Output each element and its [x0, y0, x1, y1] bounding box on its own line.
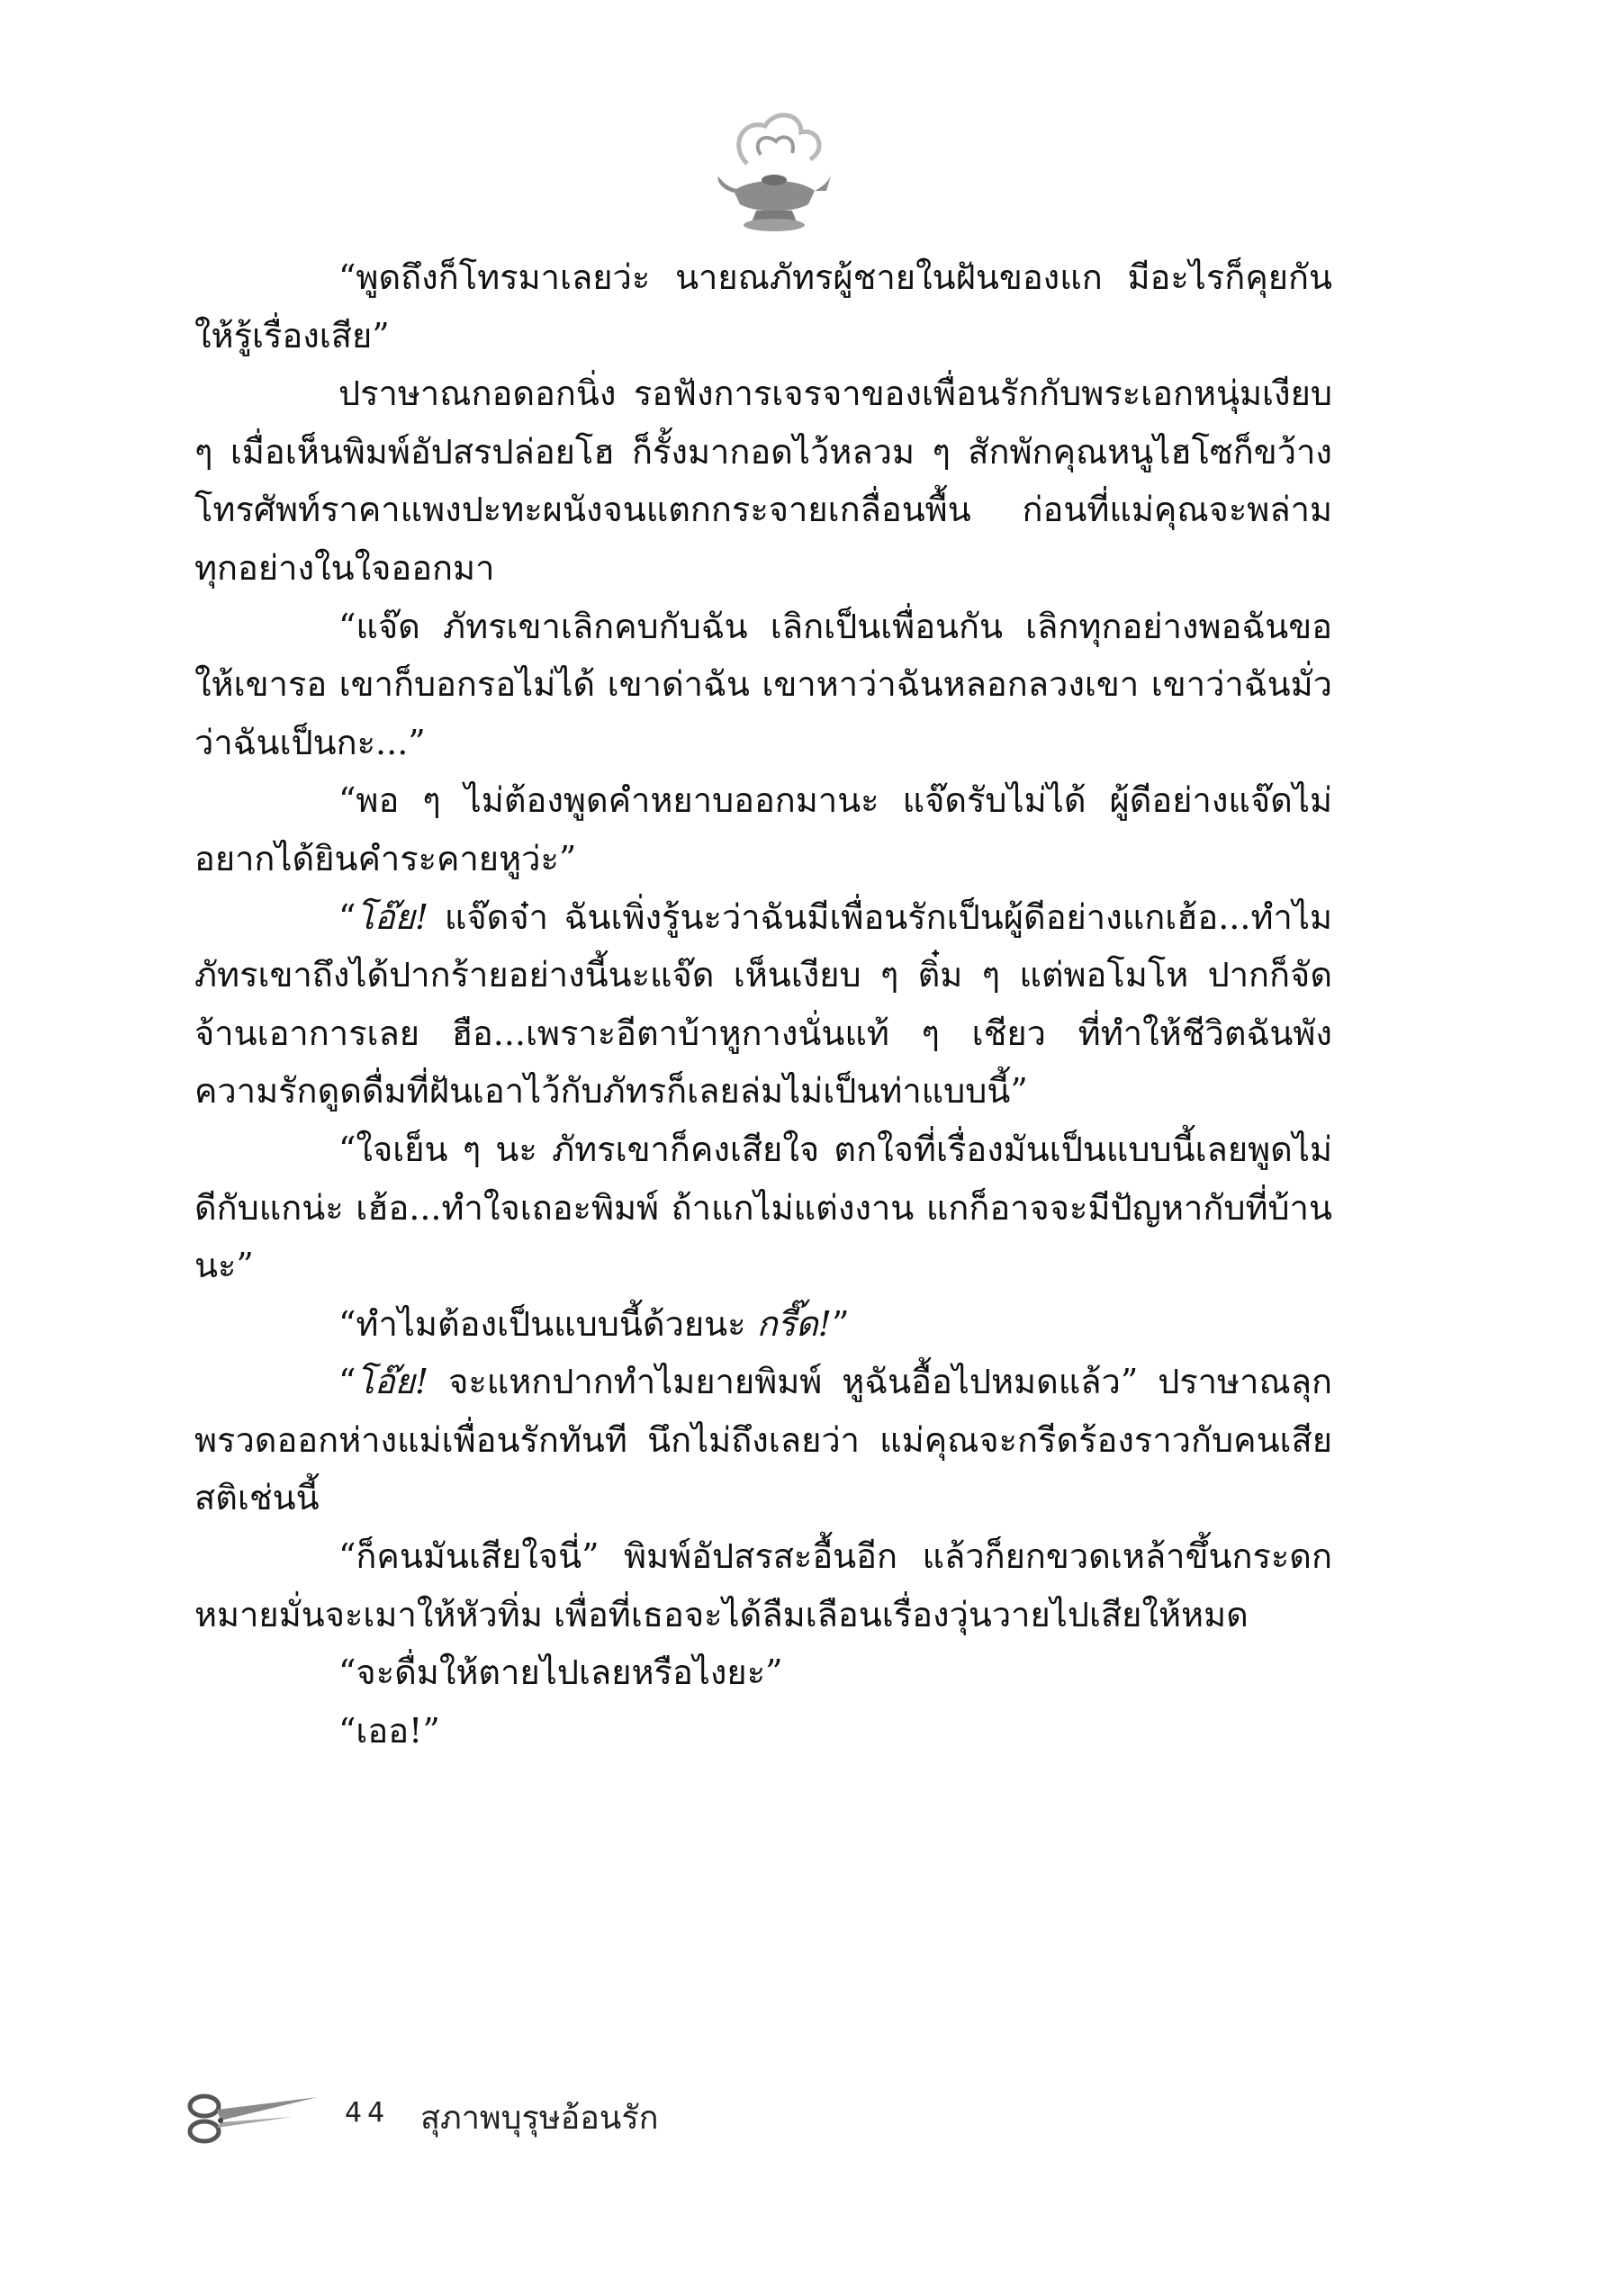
paragraph [194, 365, 1332, 597]
paragraph [194, 1527, 1332, 1643]
text-segment: “ใจเย็น ๆ นะ ภัทรเขาก็คงเสียใจ ตกใจที่เรื่องมันเป็นแบบนี้เลยพูดไม่ดีกับแกน่ะ เฮ้อ...ทำใจเถอะพิมพ์ ถ้าแกไม่แต่งงาน แกก็อาจจะมีปัญหากับที่บ้านนะ” [194, 1129, 1332, 1286]
text-segment: “แจ๊ด ภัทรเขาเลิกคบกับฉัน เลิกเป็นเพื่อนกัน เลิกทุกอย่างพอฉันขอให้เขารอ เขาก็บอกรอไม่ได้ เขาด่าฉัน เขาหาว่าฉันหลอกลวงเขา เขาว่าฉันมั่ว ว่าฉันเป็นกะ...” [194, 606, 1332, 762]
book-title: สุภาพบุรุษอ้อนรัก [420, 2100, 659, 2137]
page-number: 44 [345, 2097, 391, 2129]
italic-text: โอ๊ย! [356, 896, 429, 937]
text-segment: ” [831, 1303, 850, 1344]
text-segment: “เออ!” [338, 1710, 440, 1751]
text-segment: ปราษาณกอดอกนิ่ง รอฟังการเจรจาของเพื่อนรักกับพระเอกหนุ่มเงียบ ๆ เมื่อเห็นพิมพ์อัปสรปล่อยโฮ ก็รั้งมากอดไว้หลวม ๆ สักพักคุณหนูไฮโซก็ขว้างโทรศัพท์ราคาแพงปะทะผนังจนแตกกระจายเกลื่อนพื้น ก่อนที่แม่คุณจะพล่ามทุกอย่างในใจออกมา [194, 374, 1332, 588]
scissors-icon [185, 2090, 320, 2147]
text-segment: “ทำไมต้องเป็นแบบนี้ด้วยนะ [338, 1303, 757, 1344]
italic-text: กรี๊ด! [756, 1303, 832, 1344]
paragraph [194, 1295, 1332, 1354]
paragraph [194, 598, 1332, 772]
body-text [194, 248, 1332, 1760]
paragraph [194, 1121, 1332, 1295]
paragraph [194, 1353, 1332, 1527]
text-segment: “ [338, 896, 356, 937]
paragraph [194, 771, 1332, 887]
magic-lamp-icon [711, 101, 833, 236]
text-segment: “พอ ๆ ไม่ต้องพูดคำหยาบออกมานะ แจ๊ดรับไม่ได้ ผู้ดีอย่างแจ๊ดไม่อยากได้ยินคำระคายหูว่ะ” [194, 780, 1332, 878]
text-segment: จะแหกปากทำไมยายพิมพ์ หูฉันอื้อไปหมดแล้ว” ปราษาณลุกพรวดออกห่างแม่เพื่อนรักทันที นึกไม่ถึงเลยว่า แม่คุณจะกรีดร้องราวกับคนเสียสติเช่นนี้ [194, 1362, 1332, 1518]
text-segment: แจ๊ดจ๋า ฉันเพิ่งรู้นะว่าฉันมีเพื่อนรักเป็นผู้ดีอย่างแกเฮ้อ...ทำไมภัทรเขาถึงได้ปากร้ายอย่างนี้นะแจ๊ด เห็นเงียบ ๆ ติ๋ม ๆ แต่พอโมโห ปากก็จัดจ้านเอาการเลย ฮือ...เพราะอีตาบ้าหูกางนั่นแท้ ๆ เชียว ที่ทำให้ชีวิตฉันพัง ความรักดูดดื่มที่ฝันเอาไว้กับภัทรก็เลยล่มไม่เป็นท่าแบบนี้” [194, 896, 1332, 1112]
text-segment: “จะดื่มให้ตายไปเลยหรือไงยะ” [338, 1652, 783, 1693]
paragraph [194, 888, 1332, 1121]
text-segment: “ [338, 1362, 356, 1402]
italic-text: โอ๊ย! [356, 1362, 429, 1402]
paragraph [194, 1643, 1332, 1702]
page-footer [185, 2079, 725, 2151]
paragraph [194, 1702, 1332, 1760]
text-segment: “พูดถึงก็โทรมาเลยว่ะ นายณภัทรผู้ชายในฝันของแก มีอะไรก็คุยกันให้รู้เรื่องเสีย” [194, 257, 1332, 356]
text-segment: “ก็คนมันเสียใจนี่” พิมพ์อัปสรสะอื้นอีก แล้วก็ยกขวดเหล้าขึ้นกระดก หมายมั่นจะเมาให้หัวทิ่ม เพื่อที่เธอจะได้ลืมเลือนเรื่องวุ่นวายไปเสียให้หมด [194, 1536, 1332, 1634]
paragraph [194, 248, 1332, 365]
